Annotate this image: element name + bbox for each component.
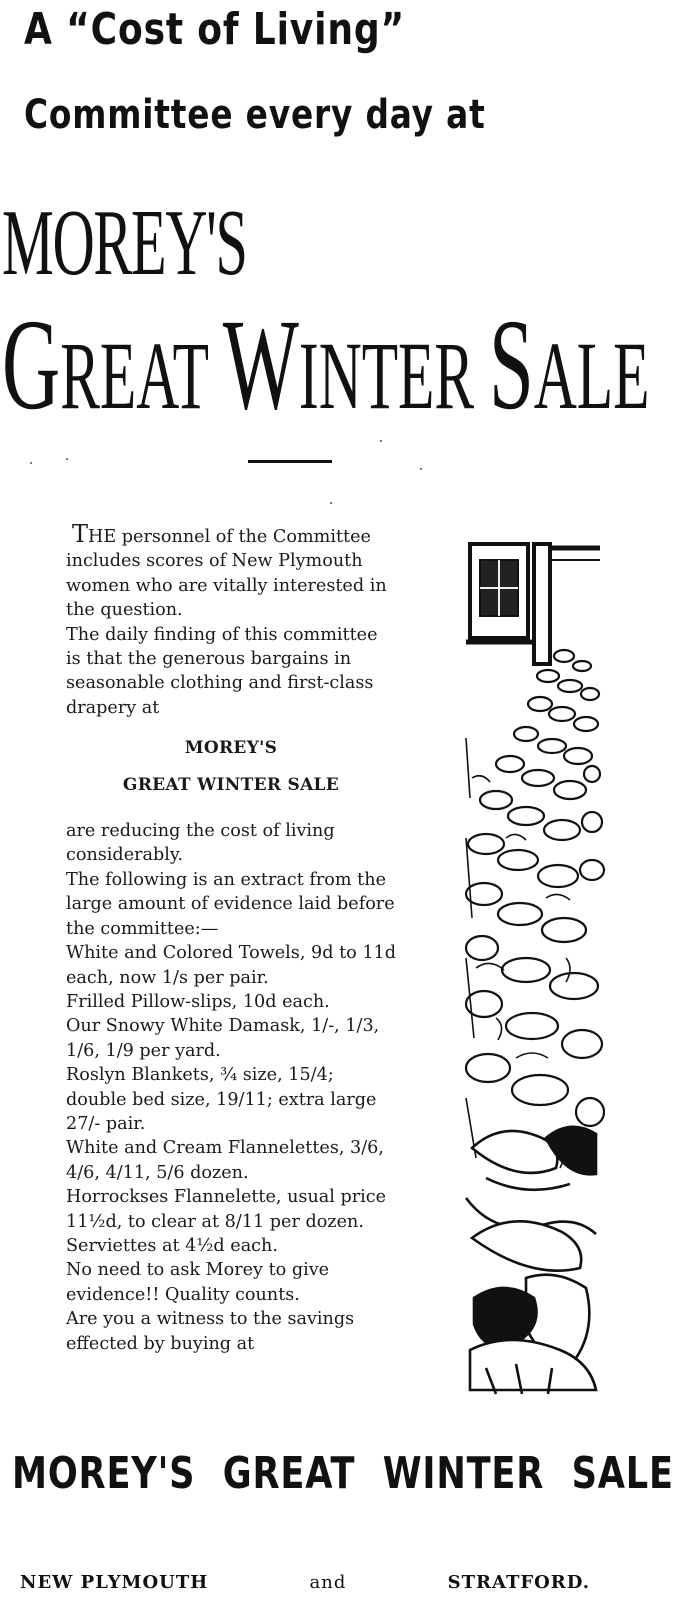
sale-title-w: W	[222, 293, 299, 437]
sale-title-inter: INTER	[298, 322, 489, 429]
crowd-figures	[466, 650, 604, 1394]
location-stratford: STRATFORD.	[447, 1572, 590, 1593]
sale-title-ale: ALE	[533, 322, 650, 429]
crowd-illustration	[466, 538, 600, 1398]
headline-line-2: Committee every day at	[24, 92, 486, 138]
list-item: Are you a witness to the savings effected by buying at	[66, 1309, 355, 1354]
sale-title-g: G	[2, 293, 61, 437]
center-heading-sale: GREAT WINTER SALE	[122, 774, 340, 795]
list-item: Frilled Pillow-slips, 10d each.	[66, 991, 330, 1012]
list-item: Horrockses Flannelette, usual price 11½d, to clear at 8/11 per dozen.	[66, 1187, 387, 1232]
article-body	[66, 522, 396, 1356]
location-conjunction: and	[309, 1572, 347, 1593]
sale-title	[2, 293, 650, 437]
paragraph-2: The daily finding of this committee is that the generous bargains in seasonable clothing and first-class drapery at	[66, 624, 378, 718]
drop-cap: T	[72, 520, 89, 548]
list-item: No need to ask Morey to give evidence!! Quality counts.	[66, 1260, 330, 1305]
paragraph-4: The following is an extract from the large amount of evidence laid before the committee:—	[66, 869, 395, 939]
list-item: Our Snowy White Damask, 1/-, 1/3, 1/6, 1/9 per yard.	[66, 1016, 380, 1061]
sale-title-s: S	[488, 293, 534, 437]
print-speck	[30, 462, 32, 464]
store-name-title: MOREY'S	[2, 191, 247, 295]
print-speck	[66, 458, 68, 460]
sale-title-reat: REAT	[60, 322, 223, 429]
footer-banner: MOREY'S GREAT WINTER SALE	[12, 1448, 674, 1499]
divider-rule	[248, 460, 332, 463]
list-item: White and Cream Flannelettes, 3/6, 4/6, 4/11, 5/6 dozen.	[66, 1138, 384, 1183]
list-item: White and Colored Towels, 9d to 11d each, now 1/s per pair.	[66, 943, 396, 988]
storefront-window	[466, 544, 600, 664]
list-item: Roslyn Blankets, ¾ size, 15/4; double bed size, 19/11; extra large 27/- pair.	[66, 1065, 377, 1134]
footer-locations	[20, 1572, 590, 1593]
list-item: Serviettes at 4½d each.	[66, 1235, 278, 1256]
intro-paragraph	[66, 522, 396, 623]
intro-text: HE personnel of the Committee includes scores of New Plymouth women who are vitally interested in the question.	[66, 527, 387, 621]
location-new-plymouth: NEW PLYMOUTH	[20, 1572, 209, 1593]
print-speck	[380, 440, 382, 442]
print-speck	[330, 502, 332, 504]
center-heading-moreys: MOREY'S	[184, 738, 278, 759]
print-speck	[420, 468, 422, 470]
paragraph-3: are reducing the cost of living considerably.	[66, 821, 335, 866]
headline-line-1: A “Cost of Living”	[24, 4, 406, 55]
